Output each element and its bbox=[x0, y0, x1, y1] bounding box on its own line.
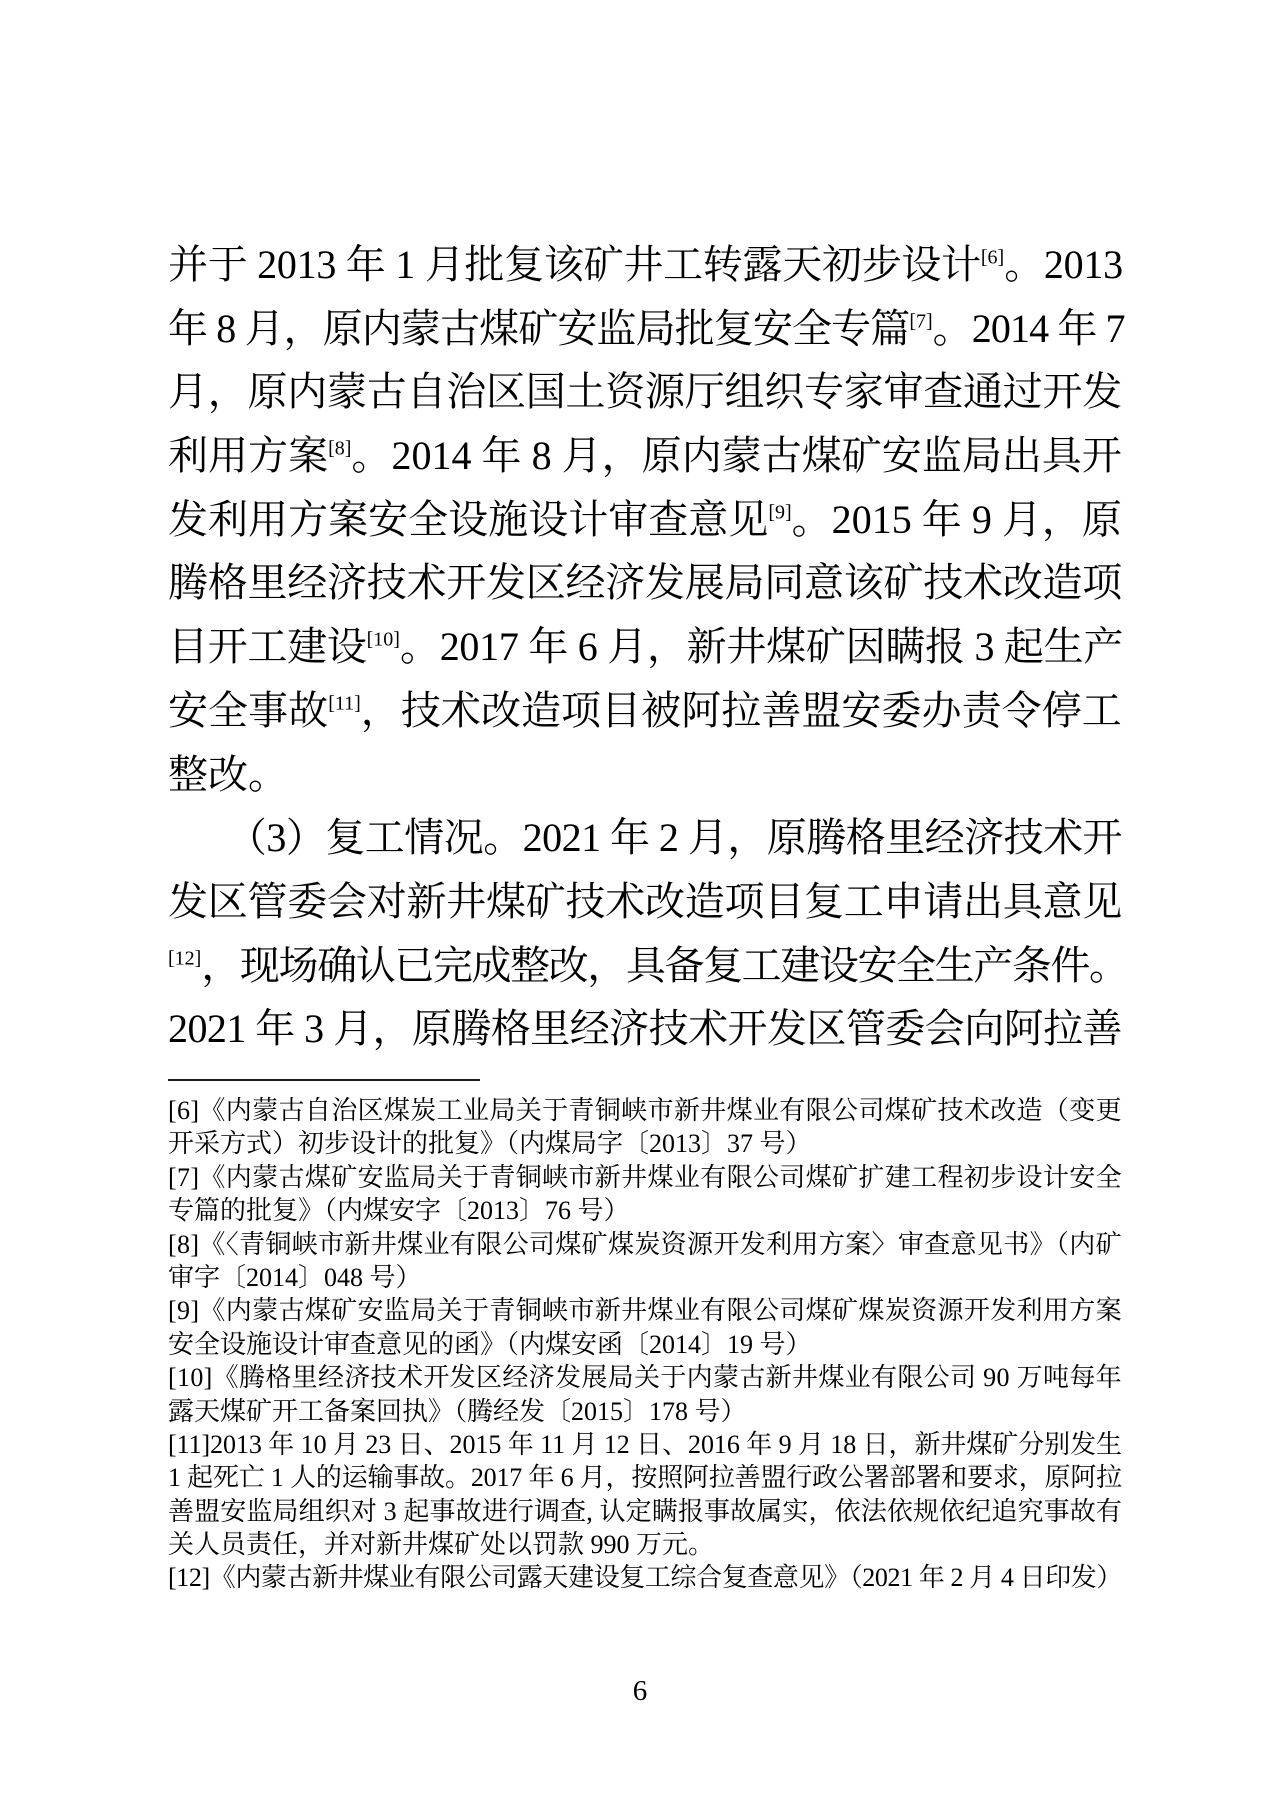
footnote-line: [10]《腾格里经济技术开发区经济发展局关于内蒙古新井煤业有限公司 90 万吨每年 bbox=[168, 1363, 1122, 1393]
body-line: 月，原内蒙古自治区国土资源厅组织专家审查通过开发 bbox=[168, 369, 1122, 415]
body-text bbox=[168, 233, 1128, 1061]
body-line: 腾格里经济技术开发区经济发展局同意该矿技术改造项 bbox=[168, 560, 1122, 606]
footnote-line: 安全设施设计审查意见的函》（内煤安函〔2014〕19 号） bbox=[168, 1329, 812, 1359]
body-line: 发利用方案安全设施设计审查意见[9]。2015 年 9 月，原 bbox=[168, 496, 1122, 542]
body-line: 整改。 bbox=[168, 751, 288, 797]
footnotes bbox=[168, 1094, 1122, 1595]
page-number: 6 bbox=[632, 1675, 648, 1707]
body-line: （3）复工情况。2021 年 2 月，原腾格里经济技术开 bbox=[168, 815, 1122, 861]
footnote-line: [9]《内蒙古煤矿安监局关于青铜峡市新井煤业有限公司煤矿煤炭资源开发利用方案 bbox=[168, 1296, 1122, 1326]
body-line: 目开工建设[10]。2017 年 6 月，新井煤矿因瞒报 3 起生产 bbox=[168, 624, 1124, 670]
footnote-line: 露天煤矿开工备案回执》（腾经发〔2015〕178 号） bbox=[168, 1396, 747, 1426]
body-line: 并于 2013 年 1 月批复该矿井工转露天初步设计[6]。2013 bbox=[168, 242, 1123, 287]
footnote-separator bbox=[168, 1079, 480, 1081]
footnote-line: 关人员责任，并对新井煤矿处以罚款 990 万元。 bbox=[168, 1530, 715, 1560]
body-line: [12]，现场确认已完成整改，具备复工建设安全生产条件。 bbox=[168, 942, 1128, 988]
footnote-line: 1 起死亡 1 人的运输事故。2017 年 6 月，按照阿拉善盟行政公署部署和要求，原阿拉 bbox=[168, 1463, 1122, 1493]
footnote-line: [8]《〈青铜峡市新井煤业有限公司煤矿煤炭资源开发利用方案〉审查意见书》（内矿 bbox=[168, 1229, 1122, 1259]
footnote-line: 善盟安监局组织对 3 起事故进行调查, 认定瞒报事故属实，依法依规依纪追究事故有 bbox=[168, 1496, 1122, 1526]
body-line: 年 8 月，原内蒙古煤矿安监局批复安全专篇[7]。2014 年 7 bbox=[168, 305, 1125, 351]
footnote-line: 专篇的批复》（内煤安字〔2013〕76 号） bbox=[168, 1196, 630, 1226]
body-line: 发区管委会对新井煤矿技术改造项目复工申请出具意见 bbox=[168, 878, 1122, 924]
footnote-line: [11]2013 年 10 月 23 日、2015 年 11 月 12 日、2016 年 9 月 18 日，新井煤矿分别发生 bbox=[168, 1429, 1122, 1459]
body-line: 安全事故[11]，技术改造项目被阿拉善盟安委办责令停工 bbox=[168, 687, 1122, 733]
body-line: 利用方案[8]。2014 年 8 月，原内蒙古煤矿安监局出具开 bbox=[168, 433, 1122, 479]
footnote-line: [6]《内蒙古自治区煤炭工业局关于青铜峡市新井煤业有限公司煤矿技术改造（变更 bbox=[168, 1096, 1122, 1125]
footnote-line: [7]《内蒙古煤矿安监局关于青铜峡市新井煤业有限公司煤矿扩建工程初步设计安全 bbox=[168, 1162, 1122, 1192]
footnote-line: 开采方式）初步设计的批复》（内煤局字〔2013〕37 号） bbox=[168, 1129, 812, 1159]
footnote-line: [12]《内蒙古新井煤业有限公司露天建设复工综合复查意见》（2021 年 2 月 4 日印发） bbox=[168, 1563, 1122, 1593]
body-line: 2021 年 3 月，原腾格里经济技术开发区管委会向阿拉善 bbox=[168, 1006, 1122, 1052]
footnote-line: 审字〔2014〕048 号） bbox=[168, 1262, 422, 1292]
